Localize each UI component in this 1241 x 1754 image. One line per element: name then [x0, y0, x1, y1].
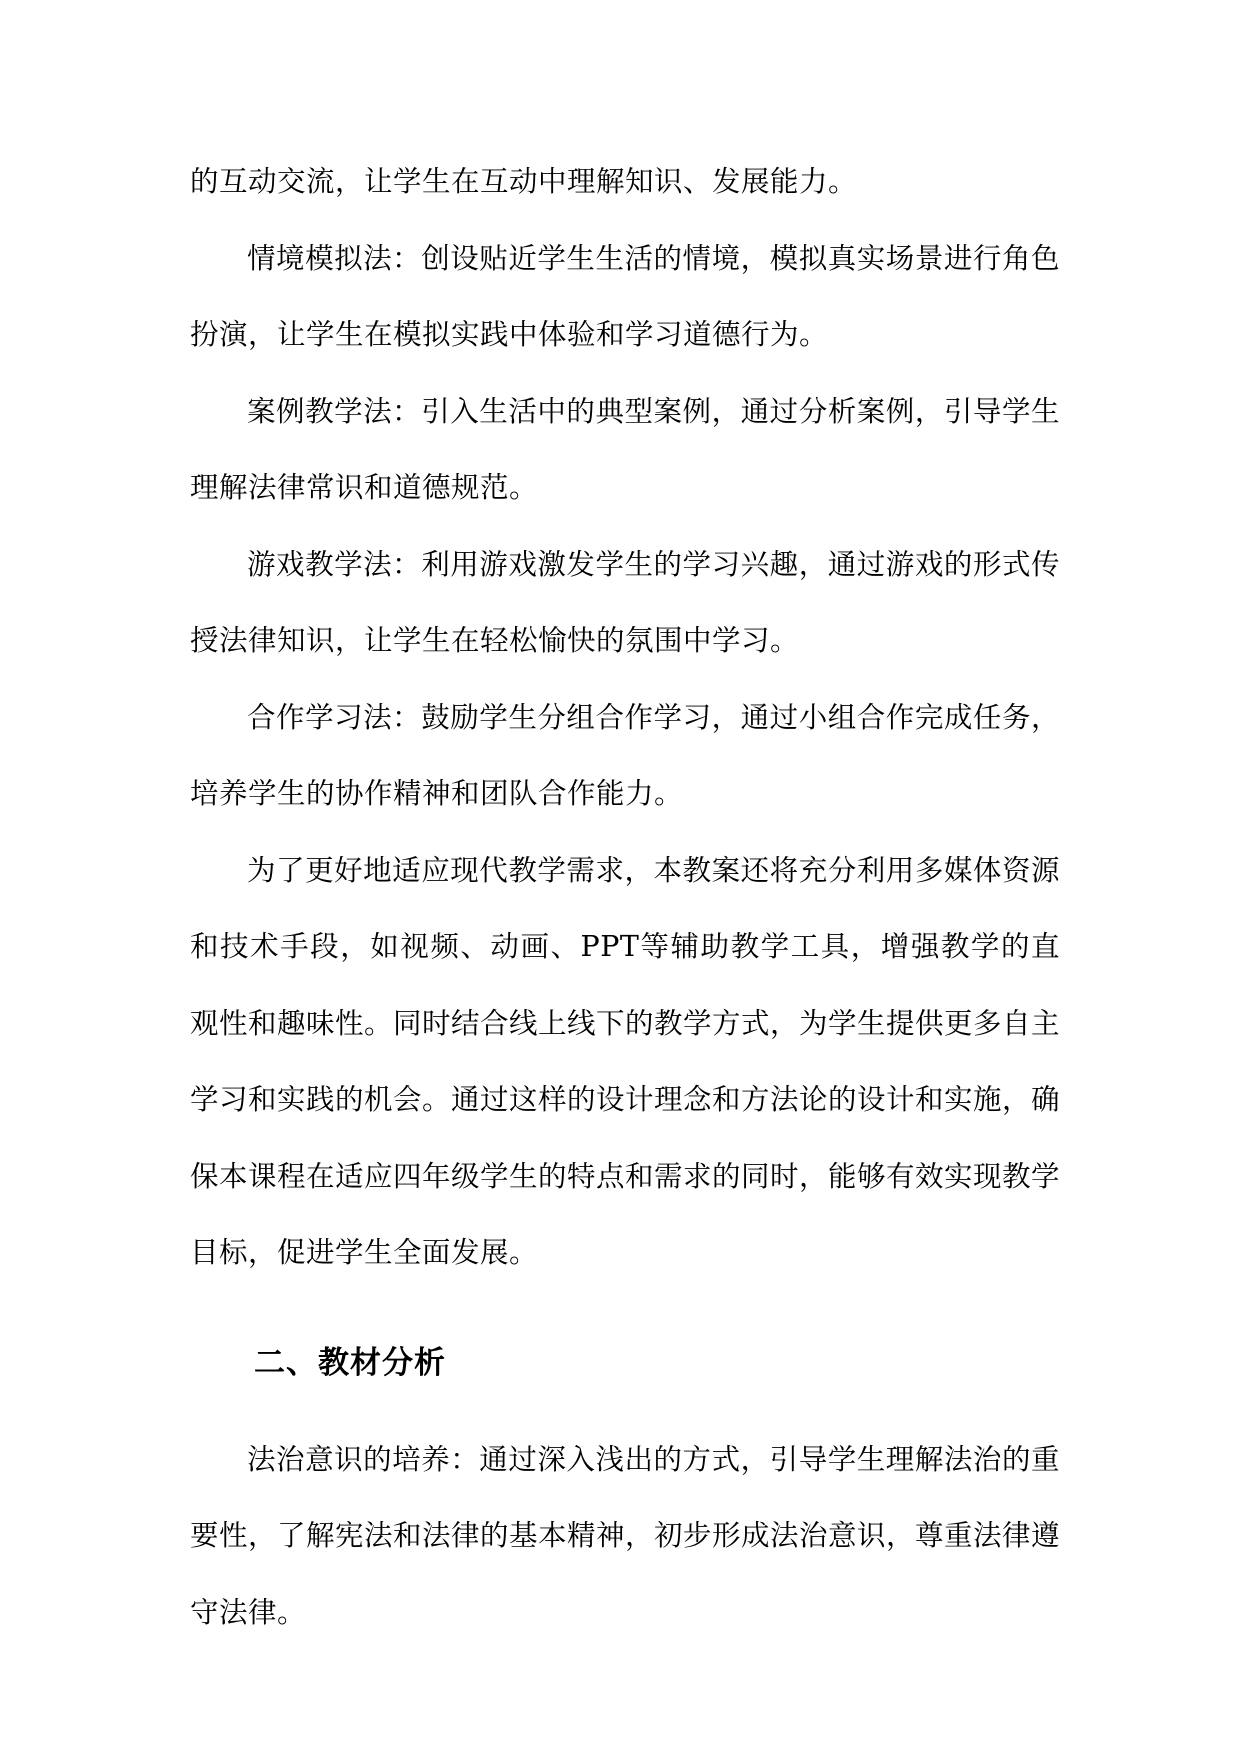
paragraph-scenario-simulation: 情境模拟法：创设贴近学生生活的情境，模拟真实场景进行角色扮演，让学生在模拟实践中体验和学习道德行为。 — [190, 241, 1060, 351]
paragraph-case-teaching: 案例教学法：引入生活中的典型案例，通过分析案例，引导学生理解法律常识和道德规范。 — [190, 394, 1060, 504]
document-body — [190, 144, 1060, 1651]
section-heading: 二、教材分析 — [254, 1344, 446, 1381]
paragraph-cooperative-learning: 合作学习法：鼓励学生分组合作学习，通过小组合作完成任务，培养学生的协作精神和团队合作能力。 — [190, 700, 1060, 810]
paragraph-continuation: 的互动交流，让学生在互动中理解知识、发展能力。 — [190, 165, 858, 198]
paragraph-game-teaching: 游戏教学法：利用游戏激发学生的学习兴趣，通过游戏的形式传授法律知识，让学生在轻松愉快的氛围中学习。 — [190, 547, 1060, 657]
paragraph-multimedia: 为了更好地适应现代教学需求，本教案还将充分利用多媒体资源和技术手段，如视频、动画、PPT等辅助教学工具，增强教学的直观性和趣味性。同时结合线上线下的教学方式，为学生提供更多自主学习和实践的机会。通过这样的设计理念和方法论的设计和实施，确保本课程在适应四年级学生的特点和需求的同时，能够有效实现教学目标，促进学生全面发展。 — [190, 853, 1061, 1269]
paragraph-rule-of-law: 法治意识的培养：通过深入浅出的方式，引导学生理解法治的重要性，了解宪法和法律的基本精神，初步形成法治意识，尊重法律遵守法律。 — [190, 1442, 1061, 1629]
